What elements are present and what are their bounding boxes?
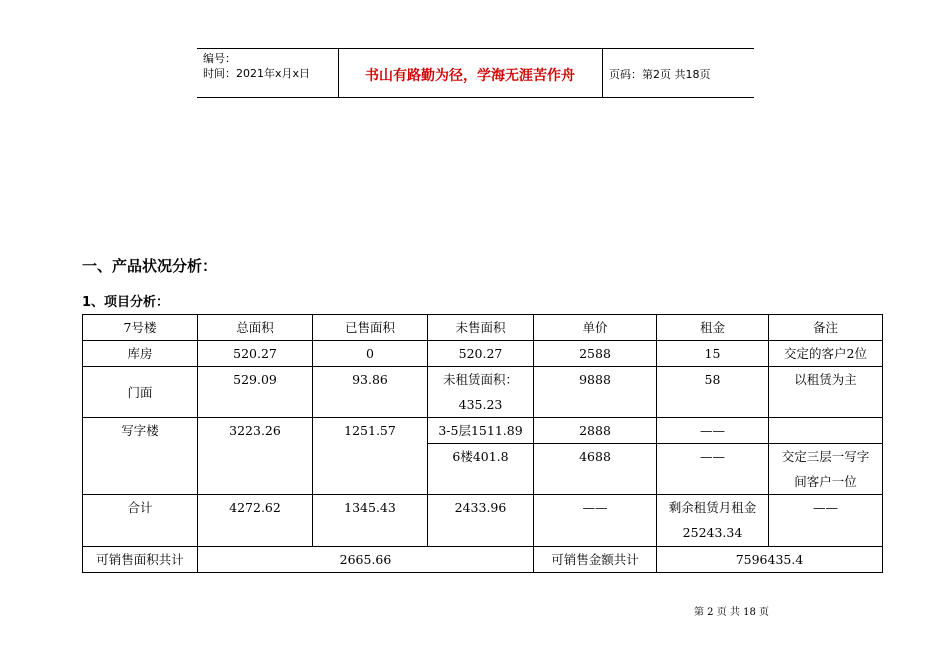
table-cell: 4272.62: [198, 495, 313, 547]
cell-line: 435.23: [458, 397, 503, 412]
table-cell: 交定的客户2位: [769, 341, 883, 367]
table-cell: 93.86: [313, 367, 428, 418]
table-cell: [769, 444, 883, 495]
table-row: [83, 418, 883, 444]
table-cell: 520.27: [428, 341, 534, 367]
table-row: [83, 341, 883, 367]
column-header: 单价: [534, 315, 657, 341]
row-label: 写字楼: [83, 418, 198, 495]
page-header: [197, 48, 754, 98]
table-row: [83, 495, 883, 547]
project-analysis-table: [82, 314, 883, 573]
summary-row: [83, 547, 883, 573]
table-cell: 2588: [534, 341, 657, 367]
cell-line: 间客户一位: [794, 474, 857, 489]
table-cell: 9888: [534, 367, 657, 418]
column-header: 已售面积: [313, 315, 428, 341]
page-number-label: 页码：第2页 共18页: [609, 68, 711, 81]
table-cell: 3-5层1511.89: [428, 418, 534, 444]
page-footer: 第 2 页 共 18 页: [694, 607, 769, 618]
table-cell: [657, 495, 769, 547]
table-cell: 1345.43: [313, 495, 428, 547]
column-header: 备注: [769, 315, 883, 341]
table-cell: ——: [769, 495, 883, 547]
cell-line: 交定三层一写字: [781, 449, 870, 464]
row-label: 门面: [83, 367, 198, 418]
table-header-row: [83, 315, 883, 341]
table-cell: [769, 418, 883, 444]
table-cell: 58: [657, 367, 769, 418]
table-cell: 2433.96: [428, 495, 534, 547]
table-cell: 1251.57: [313, 418, 428, 495]
row-label: 库房: [83, 341, 198, 367]
row-label: 合计: [83, 495, 198, 547]
table-cell: 以租赁为主: [769, 367, 883, 418]
header-meta: [203, 51, 310, 81]
column-header: 总面积: [198, 315, 313, 341]
column-header: 租金: [657, 315, 769, 341]
cell-line: 25243.34: [682, 525, 743, 540]
table-cell: ——: [534, 495, 657, 547]
column-header: 未售面积: [428, 315, 534, 341]
table-cell: [428, 367, 534, 418]
summary-value: 2665.66: [198, 547, 534, 573]
table-cell: 3223.26: [198, 418, 313, 495]
header-divider: [602, 49, 603, 97]
column-header: 7号楼: [83, 315, 198, 341]
table-cell: 529.09: [198, 367, 313, 418]
subsection-title: 1、项目分析：: [82, 295, 170, 310]
summary-label: 可销售金额共计: [534, 547, 657, 573]
summary-label: 可销售面积共计: [83, 547, 198, 573]
summary-value: 7596435.4: [657, 547, 883, 573]
table-cell: ——: [657, 444, 769, 495]
table-cell: ——: [657, 418, 769, 444]
cell-line: 未租赁面积：: [442, 372, 518, 387]
table-cell: 520.27: [198, 341, 313, 367]
number-label: 编号：: [203, 52, 236, 65]
section-title: 一、产品状况分析：: [82, 257, 218, 275]
time-label: 时间：2021年x月x日: [203, 67, 311, 80]
cell-line: 剩余租赁月租金: [668, 500, 757, 515]
header-motto: 书山有路勤为径，学海无涯苦作舟: [365, 68, 575, 84]
table-cell: 4688: [534, 444, 657, 495]
table-row: [83, 367, 883, 418]
table-cell: 0: [313, 341, 428, 367]
table-cell: 6楼401.8: [428, 444, 534, 495]
table-cell: 2888: [534, 418, 657, 444]
table-cell: 15: [657, 341, 769, 367]
